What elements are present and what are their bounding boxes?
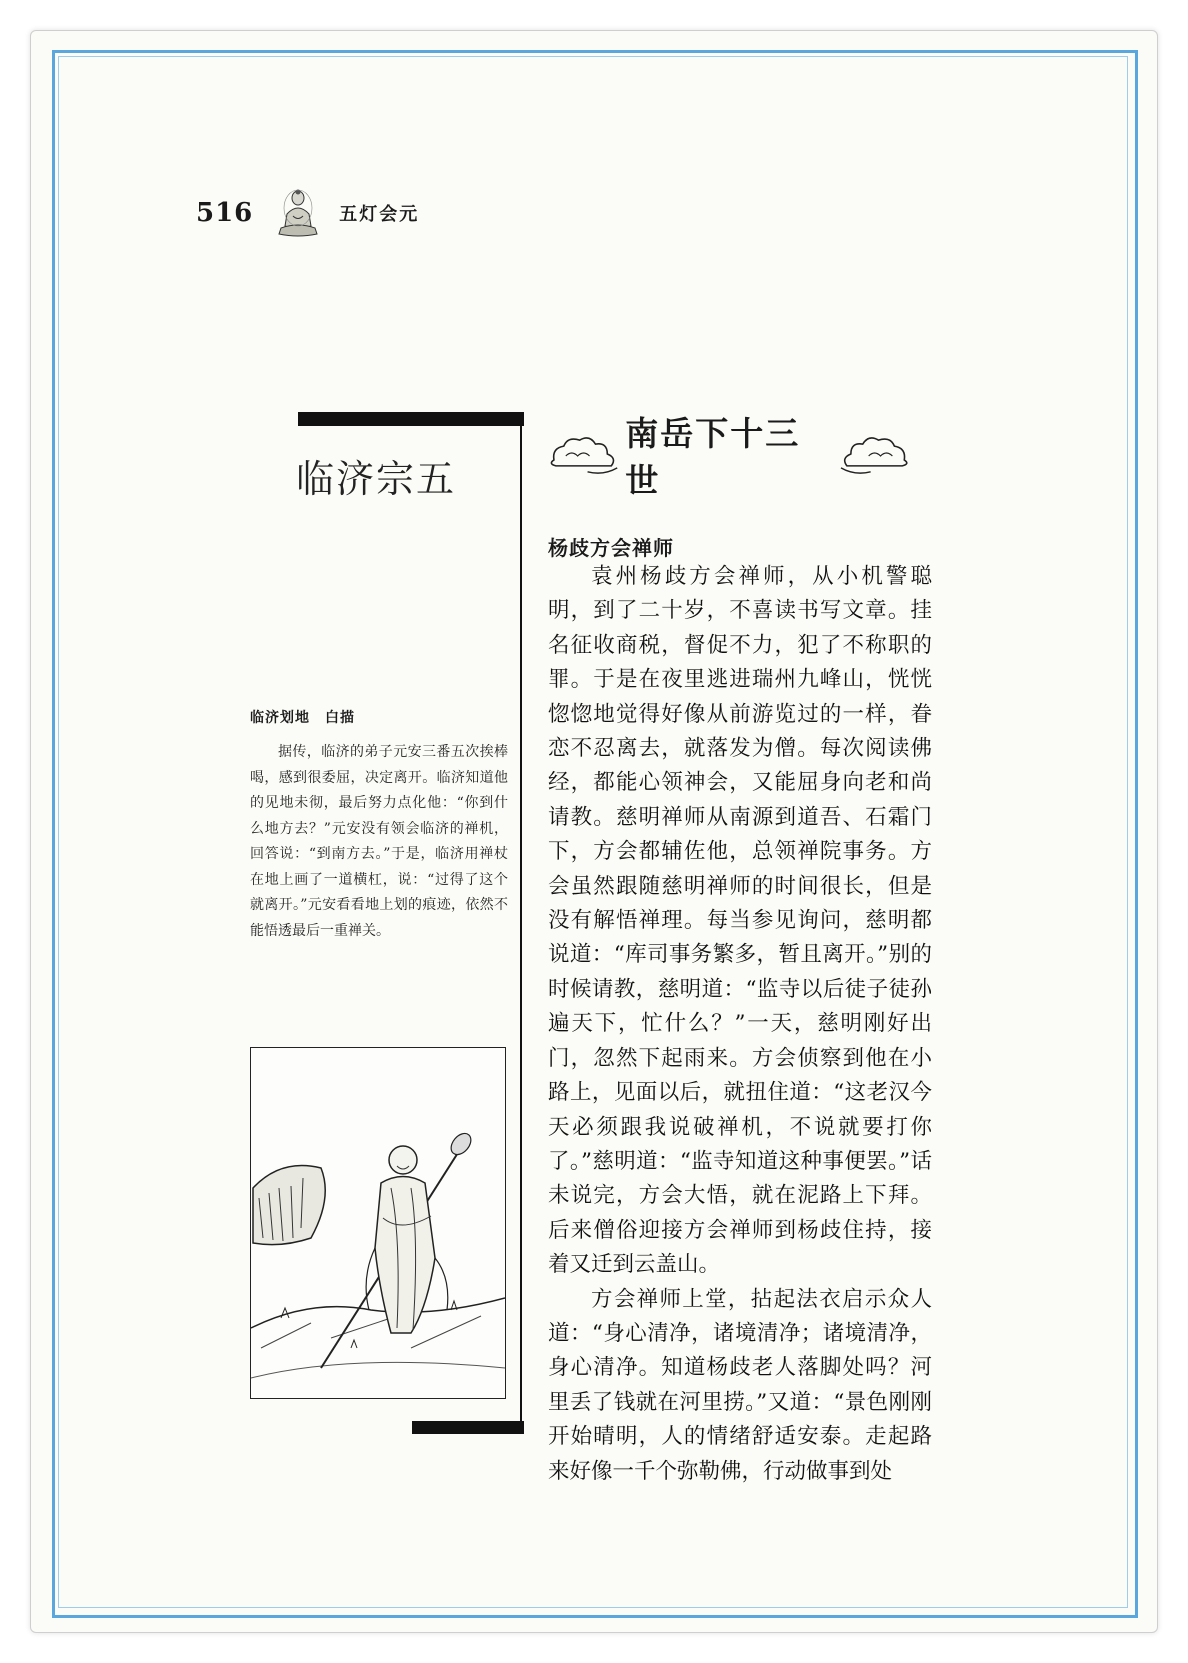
illustration-caption-title: 临济划地 白描	[250, 710, 355, 726]
column-divider	[520, 412, 522, 1432]
caption-text: 据传，临济的弟子元安三番五次挨棒喝，感到很委屈，决定离开。临济知道他的见地未彻，最后努力点化他：“你到什么地方去？”元安没有领会临济的禅机，回答说：“到南方去。”于是，临济用禅杖在地上画了一道横杠，说：“过得了这个就离开。”元安看看地上划的痕迹，依然不能悟透最后一重禅关。	[250, 744, 508, 939]
left-column-top-bar	[298, 412, 524, 426]
page-number: 516	[196, 198, 254, 228]
article-title: 杨歧方会禅师	[548, 536, 674, 560]
auspicious-cloud-icon	[839, 432, 910, 478]
auspicious-cloud-icon	[548, 432, 619, 478]
paragraph: 袁州杨歧方会禅师，从小机警聪明，到了二十岁，不喜读书写文章。挂名征收商税，督促不力，犯了不称职的罪。于是在夜里逃进瑞州九峰山，恍恍惚惚地觉得好像从前游览过的一样，眷恋不忍离去，就落发为僧。每次阅读佛经，都能心领神会，又能屈身向老和尚请教。慈明禅师从南源到道吾、石霜门下，方会都辅佐他，总领禅院事务。方会虽然跟随慈明禅师的时间很长，但是没有解悟禅理。每当参见询问，慈明都说道：“库司事务繁多，暂且离开。”别的时候请教，慈明道：“监寺以后徒子徒孙遍天下，忙什么？”一天，慈明刚好出门，忽然下起雨来。方会侦察到他在小路上，见面以后，就扭住道：“这老汉今天必须跟我说破禅机，不说就要打你了。”慈明道：“监寺知道这种事便罢。”话未说完，方会大悟，就在泥路上下拜。后来僧俗迎接方会禅师到杨歧住持，接着又迁到云盖山。	[548, 564, 932, 1278]
left-column-bottom-bar	[412, 1421, 524, 1434]
paragraph: 方会禅师上堂，拈起法衣启示众人道：“身心清净，诸境清净；诸境清净，身心清净。知道杨歧老人落脚处吗？河里丢了钱就在河里捞。”又道：“景色刚刚开始晴明，人的情绪舒适安泰。走起路来好像一千个弥勒佛，行动做事到处	[548, 1286, 932, 1484]
generation-heading	[548, 414, 910, 500]
article-body	[548, 560, 932, 1489]
heading-text: 南岳下十三世	[625, 414, 801, 500]
illustration-caption	[250, 740, 508, 944]
section-title: 临济宗五	[296, 457, 457, 501]
monk-with-staff-illustration	[250, 1047, 506, 1399]
running-header	[196, 188, 419, 238]
book-title: 五灯会元	[339, 204, 420, 225]
seated-buddha-icon	[275, 188, 321, 238]
